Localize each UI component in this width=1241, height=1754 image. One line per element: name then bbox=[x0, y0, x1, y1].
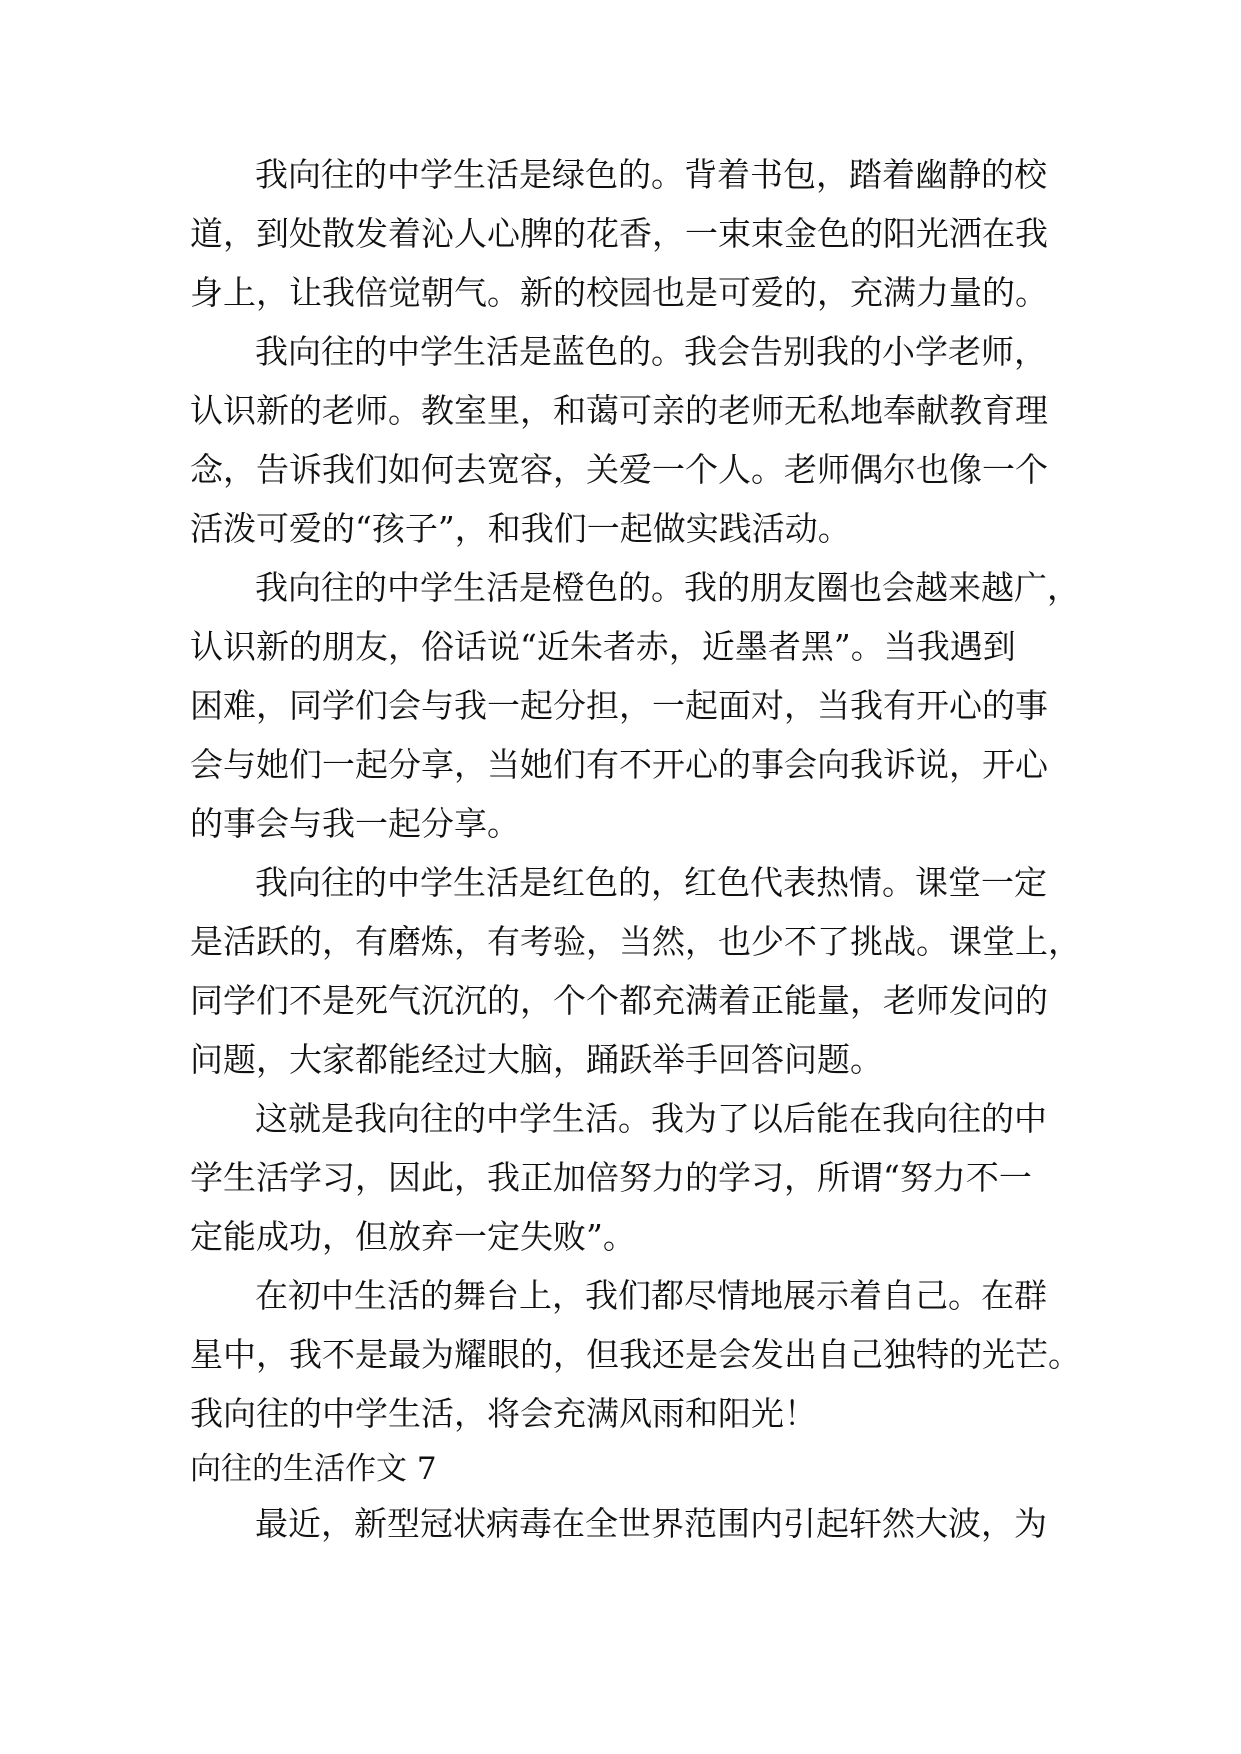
text-line: 身上，让我倍觉朝气。新的校园也是可爱的，充满力量的。 bbox=[190, 273, 1048, 312]
text-line: 问题，大家都能经过大脑，踊跃举手回答问题。 bbox=[190, 1040, 883, 1079]
text-line: 我向往的中学生活是橙色的。我的朋友圈也会越来越广， bbox=[255, 568, 1080, 607]
text-line: 星中，我不是最为耀眼的，但我还是会发出自己独特的光芒。 bbox=[190, 1335, 1081, 1374]
text-line: 我向往的中学生活是红色的，红色代表热情。课堂一定 bbox=[255, 863, 1047, 902]
text-line: 我向往的中学生活是蓝色的。我会告别我的小学老师， bbox=[255, 332, 1047, 371]
text-line: 的事会与我一起分享。 bbox=[190, 804, 520, 843]
text-line: 认识新的老师。教室里，和蔼可亲的老师无私地奉献教育理 bbox=[190, 391, 1048, 430]
text-line: 困难，同学们会与我一起分担，一起面对，当我有开心的事 bbox=[190, 686, 1048, 725]
text-line: 我向往的中学生活是绿色的。背着书包，踏着幽静的校 bbox=[255, 155, 1047, 194]
text-line: 在初中生活的舞台上，我们都尽情地展示着自己。在群 bbox=[255, 1276, 1047, 1315]
text-line: 活泼可爱的“孩子”，和我们一起做实践活动。 bbox=[190, 509, 851, 548]
text-line: 最近，新型冠状病毒在全世界范围内引起轩然大波，为 bbox=[255, 1504, 1047, 1543]
text-line: 定能成功，但放弃一定失败”。 bbox=[190, 1217, 636, 1256]
text-line: 念，告诉我们如何去宽容，关爱一个人。老师偶尔也像一个 bbox=[190, 450, 1048, 489]
text-line: 这就是我向往的中学生活。我为了以后能在我向往的中 bbox=[255, 1099, 1047, 1138]
text-line: 我向往的中学生活，将会充满风雨和阳光！ bbox=[190, 1394, 817, 1433]
section-heading: 向往的生活作文 7 bbox=[190, 1451, 437, 1487]
text-line: 道，到处散发着沁人心脾的花香，一束束金色的阳光洒在我 bbox=[190, 214, 1048, 253]
text-line: 会与她们一起分享，当她们有不开心的事会向我诉说，开心 bbox=[190, 745, 1048, 784]
text-line: 学生活学习，因此，我正加倍努力的学习，所谓“努力不一 bbox=[190, 1158, 1032, 1197]
text-line: 是活跃的，有磨炼，有考验，当然，也少不了挑战。课堂上， bbox=[190, 922, 1081, 961]
text-line: 同学们不是死气沉沉的，个个都充满着正能量，老师发问的 bbox=[190, 981, 1048, 1020]
text-line: 认识新的朋友，俗话说“近朱者赤，近墨者黑”。当我遇到 bbox=[190, 627, 1016, 666]
